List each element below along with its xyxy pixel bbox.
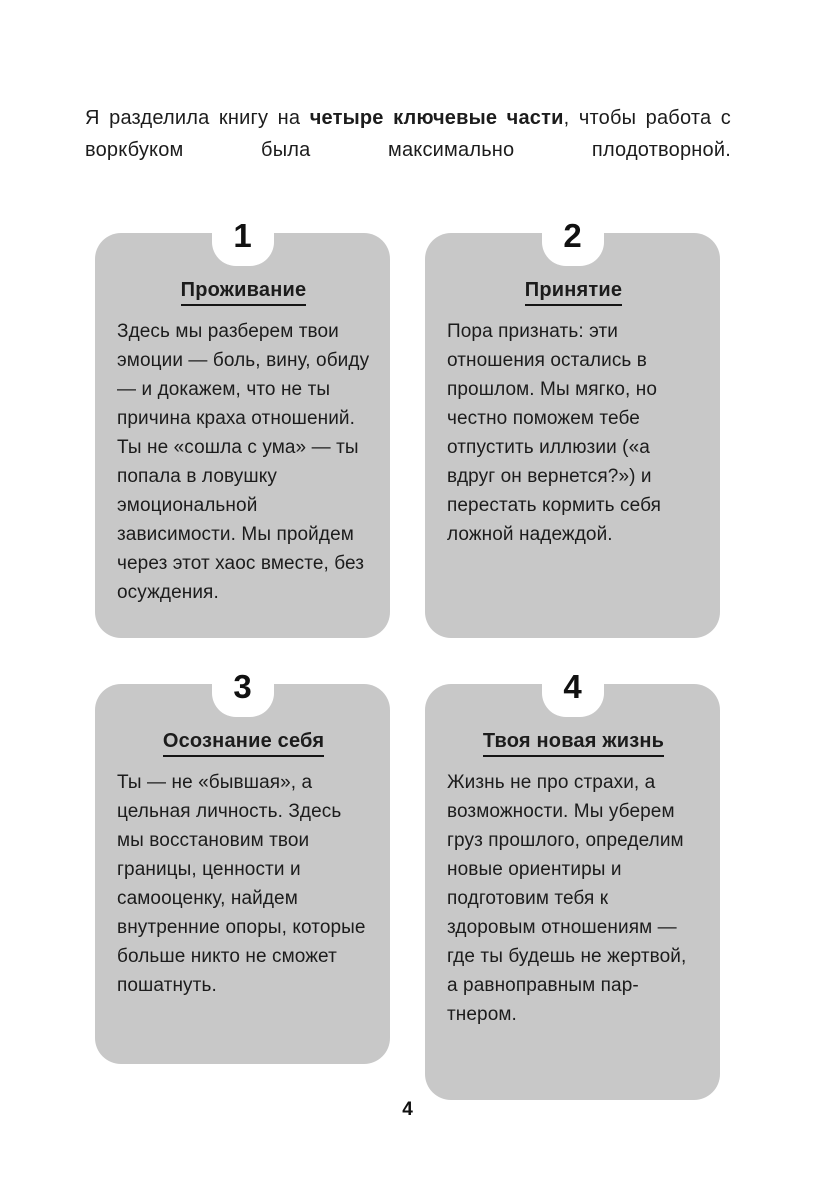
part-title: [447, 279, 700, 302]
part-title: [447, 730, 700, 753]
part-title: [117, 730, 370, 753]
part-title: [117, 279, 370, 302]
part-description: Жизнь не про страхи, а возможности. Мы уберем груз прошлого, определим новые ориентиры и подготовим тебя к здоровым отношениям — где ты будешь не жертвой, а равноправным партнером.: [447, 771, 687, 1026]
intro-text-highlight: четыре ключевые части: [309, 107, 564, 129]
part-card-3: [95, 668, 390, 1064]
intro-text-prefix: Я разделила книгу на: [85, 107, 310, 129]
part-description: Ты — не «бывшая», а цельная личность. Здесь мы восстановим твои границы, ценности и самооценку, найдем внутренние опоры, которые больше никто не сможет пошатнуть.: [117, 771, 366, 997]
part-title-text: Проживание: [181, 279, 307, 306]
page-number: 4: [402, 1099, 413, 1120]
part-title-text: Осознание себя: [163, 730, 324, 757]
part-number-badge: 2: [542, 212, 604, 266]
part-card-2: [425, 217, 720, 638]
part-number-badge: 1: [212, 212, 274, 266]
part-description: Здесь мы разберем твои эмоции — боль, вину, обиду — и докажем, что не ты причина краха отношений. Ты не «сошла с ума» — ты попала в ловушку эмоциональной зависимости. Мы пройдем через этот хаос вместе, без осуждения.: [117, 320, 370, 604]
intro-paragraph: [0, 20, 815, 167]
part-title-text: Твоя новая жизнь: [483, 730, 664, 757]
part-card-4: [425, 668, 720, 1100]
part-description: Пора признать: эти отношения остались в прошлом. Мы мягко, но честно поможем тебе отпустить иллюзии («а вдруг он вернется?») и перестать кормить себя ложной надеждой.: [447, 320, 662, 546]
part-number-badge: 4: [542, 663, 604, 717]
part-card-1: [95, 217, 390, 638]
intro-text-suffix: , чтобы работа с воркбуком была максимально плодотворной.: [85, 107, 731, 162]
parts-grid: [95, 217, 720, 1100]
part-title-text: Принятие: [525, 279, 622, 306]
part-number-badge: 3: [212, 663, 274, 717]
